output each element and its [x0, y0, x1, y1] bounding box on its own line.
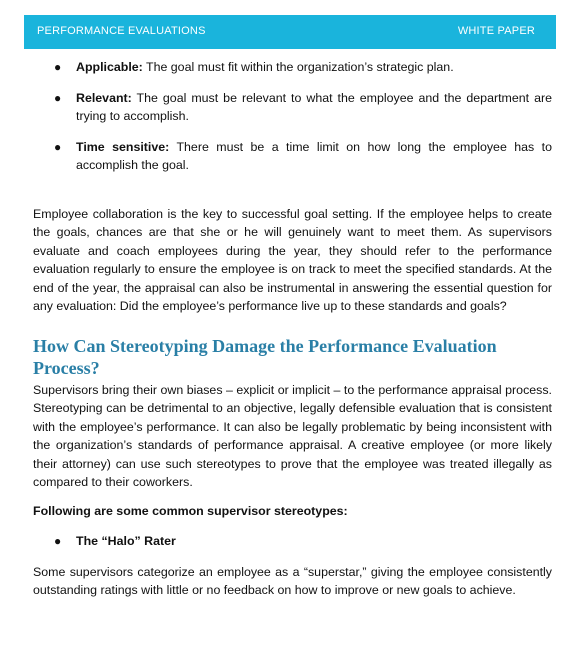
list-item-relevant: [33, 89, 552, 126]
criteria-text: The goal must be relevant to what the employee and the department are trying to accomplish.: [76, 90, 552, 123]
stereotypes-list: [33, 532, 552, 551]
section-heading: How Can Stereotyping Damage the Performance Evaluation Process?: [33, 335, 497, 378]
criteria-term: Relevant:: [76, 90, 132, 105]
bullet-icon: ●: [54, 139, 62, 154]
stereotyping-paragraph: Supervisors bring their own biases – explicit or implicit – to the performance appraisal process. Stereotyping can be detrimental to an objective, legally defensible evaluation that is consistent with the employee’s performance. It can also be legally problematic by being inconsistent with the organization’s standards of performance appraisal. A creative employee (or more likely their attorney) can use such stereotypes to prove that the employee was treated illegally as compared to their coworkers.: [33, 382, 552, 489]
header-title: PERFORMANCE EVALUATIONS: [37, 25, 206, 37]
header-bar: [24, 15, 556, 49]
goal-criteria-list: [33, 58, 552, 175]
stereotype-term: The “Halo” Rater: [76, 534, 176, 548]
document-body: [33, 58, 552, 600]
criteria-text: There must be a time limit on how long the employee has to accomplish the goal.: [76, 139, 552, 172]
collaboration-paragraph: Employee collaboration is the key to successful goal setting. If the employee helps to create the goals, chances are that she or he will genuinely want to meet them. As supervisors evaluate and coach employees during the year, they should refer to the performance evaluation regularly to ensure the employee is on track to meet the specified standards. At the end of the year, the appraisal can also be instrumental in answering the essential question for any evaluation: Did the employee’s performance live up to these standards and goals?: [33, 206, 552, 313]
superstar-paragraph: Some supervisors categorize an employee as a “superstar,” giving the employee consistently outstanding ratings with little or no feedback on how to improve or new goals to achieve.: [33, 564, 552, 597]
bullet-icon: ●: [54, 90, 62, 105]
bullet-icon: ●: [54, 534, 62, 548]
list-item-halo-rater: [33, 532, 552, 551]
header-doc-type: WHITE PAPER: [457, 25, 535, 37]
bullet-icon: ●: [54, 60, 62, 74]
criteria-text: The goal must fit within the organization’s strategic plan.: [142, 60, 454, 74]
stereotypes-intro: Following are some common supervisor stereotypes:: [33, 503, 348, 518]
criteria-term: Time sensitive:: [76, 139, 170, 154]
list-item-time-sensitive: [33, 138, 552, 175]
list-item-applicable: [33, 58, 552, 77]
criteria-term: Applicable:: [76, 60, 143, 74]
